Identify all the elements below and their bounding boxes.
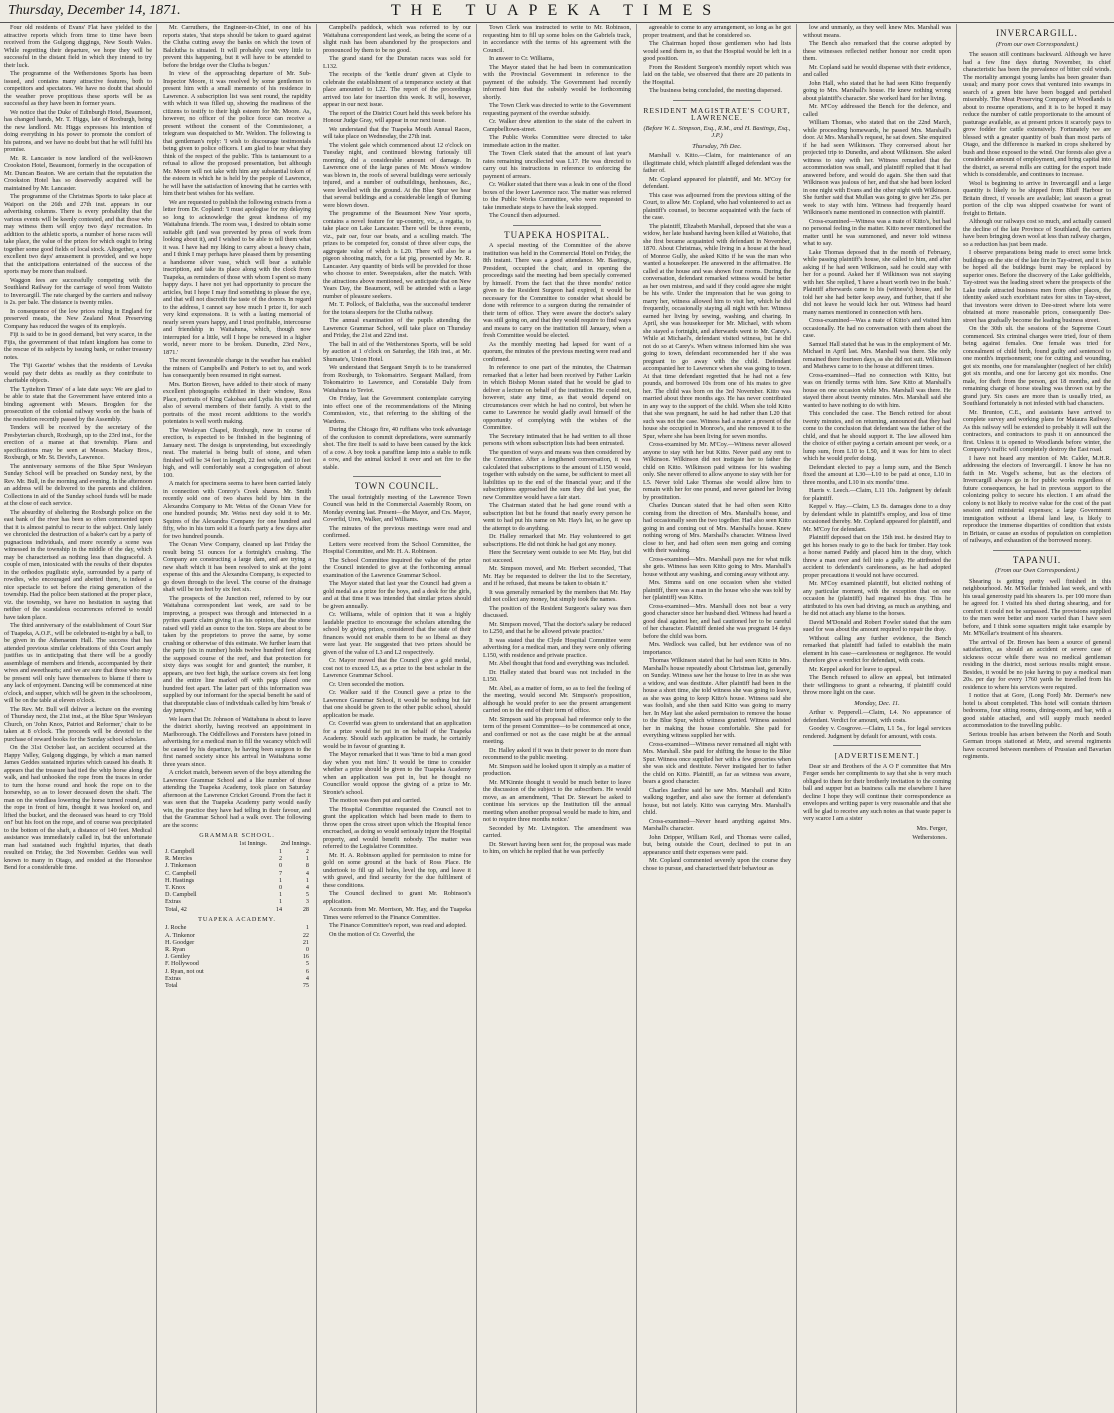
paragraph: The Wesleyan Chapel, Roxburgh, now in course of erection, is expected to be finished in the beginning of January next. The design is unpretending, but exceedingly neat. The material is being built of stone, and when finished will be 34 feet in length, 22 feet wide, and 10 feet high, and will comfortably seat a congregation of about 100. [163,426,311,479]
paragraph: Mr. Simpson said he looked upon it simply as a matter of production. [483,762,631,777]
paragraph: In view of the approaching departure of Mr. Sub-Inspector Moore, it was resolved by some gentlemen to present him with a small memento of his residence in Lawrence. A subscription list was sent round, the rapidity with which it was filled up, showing the readiness of the citizens to testify to their high esteem for Mr. Moore. As, however, no officer of the police force can receive a present without the consent of the Commissioner, a telegram was despatched to Mr. Weldon. The following is that gentleman's reply: 'I wish to discourage testimonials being given to police officers. I am glad to hear what they think of the respect of the public. This is tantamount to a refusal to allow the proposed presentation, but although Mr. Moore will not take with him any substantial token of the esteem in which he is held by the people of Lawrence, he will have the satisfaction of knowing that he carries with him their best wishes for his welfare. [163,70,311,197]
paragraph: Mr. Abel thought that food and everything was included. [489,660,630,667]
tapanui-paragraphs [963,578,1111,761]
paragraph: On Friday, last the Government contemplate carrying into effect one of the recommendations of the Mining Commission, viz., that referring to the shifting of the Wardens. [323,395,471,425]
paragraph: The third anniversary of the establishment of Court Star of Tuapeka, A.O.F., will be celebrated to-night by a ball, to be given in the Athenaeum Hall. The success that has attended previous similar celebrations of this Court amply justifies us in anticipating that there will be a goodly assemblage of members and friends, accompanied by their wives and sweethearts; and we are sure that those who may be present will only have themselves to blame if there is any lack of enjoyment. Dancing will be commenced at nine o'clock, and supper, which will be given in the schoolroom, will be on the table at eleven o'clock. [4,622,152,704]
paragraph: Samuel Hall stated that he was in the employment of Mr. Michael in April last. Mrs. Marshall was there. She only remained there fourteen days, as she did not suit. Wilkinson and Mathews came to to the house at different times. [803,340,951,370]
paragraph: Arthur v. Pepperell.—Claim, L4. No appearance of defendant. Verdict for amount, with costs. [803,709,951,724]
ta-total-row [163,982,311,989]
paragraph: Mr. Copland appeared for plaintiff, and Mr. M'Coy for defendant. [643,175,791,190]
score-row [163,939,311,946]
player-score: 5 [305,960,309,968]
paragraph: Wool is beginning to arrive in Invercargill and a large quantity is likely to be shipped from Bluff Harbour to Britain direct, if vessels are available; last season a great portion of the clip was shipped coastwise for want of freight to Britain. [963,179,1111,217]
paragraph: The annual examination of the pupils attending the Lawrence Grammar School, will take place on Thursday and Friday, the 21st and 22nd inst. [323,317,471,339]
col2-paragraphs [163,24,311,829]
paragraph: Mrs. Burton Brown, have added to their stock of many excellent photographs exhibited in their window, Ross Place, portraits of King Cakobau and Lydia his queen, and also of several members of their family. A visit to the portraits of the most recent additions to the world's potentates is well worth making. [163,380,311,425]
paragraph: On the 30th ult. the sessions of the Supreme Court commenced. Six criminal charges were tried, four of them being against females. One female was tried for concealment of child birth, found guilty and sentenced to one month's imprisonment; one for cutting and wounding, got six months, one for manslaughter (neglect of her child) got six months, and one for larceny got six months. One male, for theft from the person, got 18 months, and the remaining charge of horse stealing was thrown out by the grand jury. Six cases are more than is usually tried, as Southland fortunately is not infested with bad characters. [963,325,1111,407]
column-rule [316,24,317,1413]
paragraph: low and unmanly, as they well knew Mrs. Marshall was without means. [803,24,951,39]
paragraph: Mr. H. A. Robinson applied for permission to mine for gold on some ground at the back of Ross Place. He undertook to fill up all holes, level the top, and leave it with gravel, and find security for the due fulfilment of these conditions. [323,851,471,889]
paragraph: Mr. Copland commented severely upon the course they chose to pursue, and characterised their behaviour as [643,857,791,872]
newspaper-title: THE TUAPEKA TIMES [390,2,722,19]
court-paragraphs [643,152,791,872]
paragraph: Mr. Simpson moved, and Mr. Herbert seconded, 'That Mr. Hay be requested to deliver the list to the Secretary, and if he refused, that means be taken to obtain it.' [483,565,631,587]
section-divider [993,550,1081,551]
paragraph: Cross-examined—Witness was a mate of Kitto's, but had no personal feeling in the matter. Kitto never mentioned the matter until he was summoned, and never told witness what to say. [803,217,951,247]
section-divider [513,225,601,226]
score-row [163,975,311,982]
score-row [163,968,311,975]
gs-total-row [163,906,311,913]
score-row [163,932,311,939]
player-score: 6 [305,967,309,975]
paragraph: Mr. M'Coy examined plaintiff, but elicited nothing of any particular moment, with the exception that on one occasion he (plaintiff) had regained his dray. This he attributed to his own bad driving, as much as anything, and he did not attach any blame to the horses. [803,580,951,617]
paragraph: I notice that at Gore, (Long Ford) Mr. Dermer's new hotel is about completed. This hotel will contain thirteen bedrooms, four sitting rooms, dining-room, and bar, with a good stable attached, and will supply much needed accommodation to the travelling public. [963,692,1111,729]
player-score: 4 [305,974,309,982]
score-row [163,848,311,855]
paragraph: Mr. R. Lancaster is now landlord of the well-known Crookston Hotel, Beaumont, formerly in the occupation of Mr. Duncan Beaton. We are certain that the reputation the Crookston Hotel has so deservedly acquired will be maintained by Mr. Lancaster. [4,154,152,192]
paragraph: The Council declined to grant Mr. Robinson's application. [323,890,471,905]
paragraph: From the Resident Surgeon's monthly report which was laid on the table, we observed that there are 20 patients in the Hospital. [643,63,791,86]
innings-score: 4 [305,884,309,892]
player-name: J. Ryan, not out [165,967,204,975]
paragraph: This case was adjourned from the previous sitting of the Court, to allow Mr. Copland, who had volunteered to act as plaintiff's counsel, to become acquainted with the facts of the case. [643,191,791,221]
invercargill-heading: INVERCARGILL. [996,28,1078,38]
column-rule [796,24,797,1413]
paragraph: The plaintiff, Elizabeth Marshall, deposed that she was a widow, her late husband having been killed at Waitoho, that she first became acquainted with defendant in November, 1870. About Christmas, while living in a house at the head of Monroe Gully, she asked Kitto if he was the man who wanted a housekeeper. He answered in the affirmative. He called at the house and was shown four rooms. During the conversation, defendant remarked witness would be better as her own mistress, and said if they could agree she might be his wife. Under the impression that he was going to marry her, witness allowed him to visit her, which he did frequently, occasionally staying all night with her. Witness earned her living by sewing, washing, and charing. In April, she was housekeeper for Mr. Michael, with whom she stayed a fortnight, and afterwards went to Mr. Carey's. While at Michael's, defendant visited witness, but he did not do so at Carey's. When witness informed him she was going to town, defendant recommended her if she was pregnant to go away with the child. Defendant accompanied her to Lawrence when she was going to town. At that time defendant regretted that he had not a few pounds, and borrowed 10s from one of his mates to give her. The child was born on the 3rd November. Kitto was married about three months ago. He has never contributed in any way to the support of the child. When she told Kitto that she was pregnant, he said he had rather than L20 that such was not the case. Witness had a mater a present of the house she occupied in Monroe's, and she removed it to the Spur, where she has been living for seven months. [643,222,791,440]
paragraph: The Mayor remarked that it was 'time to bid a man good day when you met him.' It would be time to consider whether a prize should be given to the Tuapeka Academy when an application was put in, but he thought no Councillor would oppose the giving of a prize to Mr. Stronie's school. [323,751,471,796]
innings-score: 8 [305,862,309,870]
paragraph: In consequence of the low prices ruling in England for preserved meats, the New Zealand Meat Preserving Company has reduced the wages of its employés. [4,307,152,330]
player-name: R. Ryan [165,945,186,953]
paragraph: A cricket match, between seven of the boys attending the Lawrence Grammar School and a like number of those attending the Tuapeka Academy, took place on Saturday afternoon at the Lawrence Cricket Ground. From the fact it was seen that the Tuapeka Academy party would easily win, the practice they have had telling in their favour, and that the Grammar School had a walk over. The following are the scores: [163,769,311,829]
invercargill-byline: (From our own Correspondent.) [995,40,1079,48]
innings-score: 1 [278,848,283,855]
paragraph: Serious trouble has arisen between the North and South German troops stationed at Metz, and several regiments have occurred between members of Prussian and Bavarian regiments. [963,730,1111,760]
paragraph: As the monthly meeting had lapsed for want of a quorum, the minutes of the previous meeting were read and confirmed. [483,340,631,363]
paragraph: Defendant elected to pay a lump sum, and the Bench fixed the amount at L30—L10 to be paid at once, L10 in three months, and L10 in six months' time. [803,463,951,486]
tapanui-byline: (From our Own Correspondent.) [995,567,1079,574]
paragraph: Dr. Stewart having been sent for, the proposal was made to him, on which he replied that he was perfectly [483,840,631,855]
paragraph: The grand stand for the Dunstan races was sold for L132. [323,55,471,70]
paragraph: The Bench refused to allow an appeal, but intimated their willingness to grant a rehearing, if plaintiff could throw more light on the case. [803,674,951,696]
paragraph: agreeable to come to any arrangement, so long as he got proper treatment, and that he considered so. [643,24,791,39]
paragraph: Town Clerk was instructed to write to Mr. Robinson, requesting him to fill up some holes on the Gabriels track, in accordance with the terms of his agreement with the Council. [483,24,631,54]
paragraph: The Mayor stated that he had been in communication with the Provincial Government in reference to the payment of the subsidy. The Government had recently informed him that the subsidy would be forthcoming shortly. [483,63,631,101]
paragraph: The Chairman stated that he had gone round with a subscription list but he found that nearly every person he went to had put his name on Mr. Hay's list, so he gave up the attempt to do anything. [483,502,631,532]
paragraph: On the 31st October last, an accident occurred at the Happy Valley, Gulgong diggings, by which a man named James Geddes sustained injuries which caused his death. It appears that the treasure had tied the whip horse along the walk, and had unhooked the rope from the traces in order to turn the horse round and hook the rope on to the horsewhip, so as to lower deceased down the shaft. The man on the windlass lowering the horse turned round, and the rope in front of him, thought it was hooked on, and lifted the bucket, and the deceased was heard to cry 'Hold on!' but his foot on the rope, and of course was precipitated to the bottom of the shaft, a distance of 140 feet. Medical assistance was immediately called in, but the unfortunate man had sustained such frightful injuries, that death resulted on Friday, the 3rd November. Geddes was well known to many in Otago, and resided at the Horseshoe Bend for a considerable time. [4,744,152,871]
paragraph: Dr. Halley stated that board was not included in the L150. [483,668,631,683]
innings-score: 2 [305,848,309,855]
score-row [163,898,311,905]
advert-signature: Mrs. Ferger, [916,824,947,832]
invercargill-paragraphs [963,51,1111,545]
paragraph: Mr. M'Kinnie thought it would be much better to leave the discussion of the subject to the subscribers. He would move, as an amendment, 'That Dr. Stewart be asked to continue his services up the Institution till the annual meeting when another proposal would be made to him, and not to require three months notice.' [483,778,631,823]
score-row [163,877,311,884]
innings-score: 1 [305,876,309,884]
player-name: R. Mercies [165,855,193,863]
score-row [163,855,311,862]
innings-score: 0 [278,862,283,870]
hospital-heading: TUAPEKA HOSPITAL. [504,229,610,240]
gs-total-label: Total, 42 [165,905,187,913]
score-row [163,870,311,877]
paragraph: It was generally remarked by the members that Mr. Hay did not collect any money, but simply took the names. [483,588,631,603]
academy-title: TUAPEKA ACADEMY. [198,915,276,923]
player-name: D. Campbell [165,891,197,899]
paragraph: The season still continues backward. Although we have had a few fine days during November, its chief characteristic has been the prevalence of bitter cold winds. The mortality amongst young lambs has been greater than usual; and many poor cows that ventured into swamps in search of a green bite have been bogged and perished miserably. The Meat Preserving Company at Woodlands is about to resume operations, and it is to be hoped it may reduce the number of cattle proportionate to the amount of pasturage available, as at present prices it scarcely pays to grow fodder for cattle extensively. Fortunately we are blessed with a greater quantity of bush than most parts of Otago, and the difference is marked in crops sheltered by bush and those exposed to the wind. Our forests also give a considerable amount of employment, and bring capital into the district, as several mills are cutting for the export trade which is considerable, and continues to increase. [963,51,1111,178]
paragraph: On the motion of Cr. Coverfid, the [329,930,415,938]
player-name: J. Gentley [165,953,191,961]
paragraph: Cr. Coverfid was given to understand that an application for a prize would be put in on behalf of the Tuapeka Academy. Should such application be made, he certainly would be in favour of granting it. [323,720,471,750]
paragraph: Cr. Williams, while of opinion that it was a highly laudable practice to encourage the scholars attending the school by giving prizes, considered that the state of their finances would not enable them to be so liberal as they were last year. He suggested that two prizes should be given of the value of L3 and L2 respectively. [323,611,471,656]
paragraph: The 'Lyttelton Times' of a late date says: We are glad to be able to state that the Government have entered into a binding agreement with Messrs. Brogden for the prosecution of the colonial railway works on the basis of the resolution recently passed by the Assembly. [4,385,152,423]
player-name: A. Tinkenor [165,931,195,939]
court-date: Thursday, 7th Dec. [692,142,742,150]
score-row [163,891,311,898]
paragraph: The ball in aid of the Wetherstones Sports, will be sold by auction at 1 o'clock on Saturday, the 16th inst., at Mr. Shumate's, Union Hotel. [323,340,471,363]
player-name: H. Hastings [165,876,195,884]
paragraph: Cross-examined—Mrs. Marshall pays me for what milk she gets. Witness has seen Kitto going to Mrs. Marshall's house without any washing, and coming away without any. [643,555,791,578]
column-rule [636,24,637,1413]
col5-paragraphs [643,24,791,95]
paragraph: Cr. Walker said if the Council gave a prize to the Lawrence Grammar School, it would be nothing but fair that one should be given to the other public school, should application be made. [323,689,471,719]
paragraph: Goodey v. Cosgrove.—Claim, L1 5s., for legal services rendered. Judgment by default for amount, with costs. [803,725,951,740]
column-7 [963,24,1111,1413]
score-row [163,953,311,960]
paragraph: Fiji is said to be in good demand, but very scarce, in the Fijis, the government of that infant kingdom has come to the rescue of its subjects by issuing bank, or rather treasury notes. [4,331,152,361]
innings-1-head: 1st Innings. [238,840,267,847]
player-name: J. Campbell [165,848,195,855]
paragraph: We understand that the Tuapeka Mouth Annual Races, will take place on Wednesday, the 27th inst. [323,125,471,140]
paragraph: The position of the Resident Surgeon's salary was then discussed. [483,604,631,619]
section-divider [833,745,921,746]
paragraph: Dr. Halley remarked that Mr. Hay volunteered to get subscriptions. He did not think he had got any money. [483,533,631,548]
paragraph: Four old residents of Evans' Flat have yielded to the attractive reports which from time to time have been received from the Gulgong diggings, New South Wales. While regretting their departure, we hope they will be successful in the distant field in which they intend to try their luck. [4,24,152,69]
hospital-paragraphs [483,242,631,856]
advertisement-heading: [ADVERTISEMENT.] [834,751,920,760]
player-name: Extras [165,898,181,906]
column-rule [476,24,477,1413]
player-score: 21 [302,938,309,946]
paragraph: The usual fortnightly meeting of the Lawrence Town Council was held in the Commercial Assembly Room, on Monday evening last. Present—the Mayor, and Crs. Mayor, Coverfid, Uren, Walker, and Williams. [323,493,471,523]
paragraph: Cross-examined by Mr. M'Coy.—Witness never allowed anyone to stay with her but Kitto. Never paid any rent to Wilkinson. Wilkinson did not instigate her to father the child on Kitto. Wilkinson paid witness for his washing only. She never offered to allow anyone to stay with her for L5. Never told Lake Thomas she would allow him to remain with her for one pound, and never gained her living by prostitution. [643,441,791,501]
paragraph: Without calling any further evidence, the Bench remarked that plaintiff had failed to establish the main element in his case—carelessness or negligence. He would therefore give a verdict for defendant, with costs. [803,634,951,664]
paragraph: Cross-examined—Had no connection with Kitto, but was on friendly terms with him. Saw Kitto at Marshall's house on one occasion while Mrs. Marshall was there. He stayed there about twenty minutes. Mrs. Marshall said she wanted to have nothing to do with him. [803,371,951,409]
court-heading: RESIDENT MAGISTRATE'S COURT, LAWRENCE. [643,105,791,122]
player-score: 22 [302,931,309,939]
section-divider [353,476,441,477]
paragraph: Tenders will be received by the secretary of the Presbyterian church, Roxburgh, up to the 23rd inst., for the erection of a manse at that township. Plans and specifications may be seen at Messrs. Mackay Bros., Roxburgh, or Mr. St. Devid's, Lawrence. [4,424,152,461]
court-date-2: Monday, Dec. 11. [854,699,900,707]
ta-total-label: Total [165,981,178,989]
paragraph: The Town Clerk was directed to write to the Government requesting payment of the overdue subsidy. [483,102,631,117]
paragraph: I have not heard any mention of Mr. Calder, M.H.R. addressing the electors of Invercargill. I know he has no faith in Mr. Vogel's scheme, but as the electors of Invercargill always go in for public works regardless of future consequences, he had in previous support to the colonizing policy to secure his election. I am afraid the colony is not likely to receive value for the cost of the past session and ministerial expenses; a large Government immigration without a liberal land law, is likely to reproduce the immense disparities of condition that exists in Britain, or cause an exodus of population on completion of railways, and exhaustion of the borrowed money. [963,454,1111,544]
score-row [163,862,311,869]
issue-date: Thursday, December 14, 1871. [8,3,181,18]
paragraph: Harris v. Leech.—Claim, L11 10s. Judgment by default for plaintiff. [803,487,951,502]
paragraph: Mr. Brunton, C.E., and assistants have arrived to complete survey and working plans for Mataura Railway. As this railway will be extended to probably it will suit the contractors, and contractors to push it on announced the first. Unless it is opened to Woodlands before winter, the Company's traffic will completely destroy the East road. [963,408,1111,453]
paragraph: Cross-examined—Mrs. Marshall does not bear a very good character since her husband died. Witness had heard a good deal against her, and had cautioned her to be careful of her character. Plaintiff denied she was pregnant 14 days before the child was born. [643,602,791,640]
paragraph: Mr. Carruthers, the Engineer-in-Chief, in one of his reports states, 'that steps should be taken to guard against the Clutha cutting away the banks on which the town of Balclutha is situated. It will probably cost very little to prevent this happening, but it will have to be attended to before the bridge over the Clutha is begun.' [163,24,311,69]
paragraph: The violent gale which commenced about 12 o'clock on Tuesday night, and continued blowing furiously till morning, did a considerable amount of damage. In Lawrence one of the large panes of Mr. Moss's window was blown in, the roofs of several buildings were seriously injured, and a number of outbuildings, henhouses, &c., were levelled with the ground. At the Blue Spur we hear that several buildings and a considerable length of fluming were blown down. [323,141,471,209]
paragraph: The Mayor stated that last year the Council had given a gold medal as a prize for the boys, and a desk for the girls, and at that time it was intended that similar prizes should be given annually. [323,580,471,610]
paragraph: William Thomas, who stated that on the 22nd March, while proceeding homewards, he passed Mrs. Marshall's door. At Mrs. Marshall's request, he sat down. She enquired if he had seen Wilkinson. They conversed about her projected trip to Dunedin, and about Wilkinson. She asked witness to stay with her. Witness remarked that the accommodation was small, and plaintiff replied that it had answered before, and would do again. She then said that Wilkinson was jealous of her, and that she had been locked in one night with Evans and the other night with Wilkinson. She further said that Mullan was going to give her 25s. per week to stay with him. Witness had frequently heard Wilkinson's name mentioned in connection with plaintiff. [803,119,951,216]
col6-paragraphs [803,24,951,697]
advert-location: Wetherstones. [912,834,947,841]
paragraph: Cr. Walker drew attention to the state of the culvert in Campbelltown-street. [483,118,631,133]
col1-paragraphs [4,24,152,872]
column-4 [483,24,631,1413]
paragraph: Accounts from Mr. Morrison, Mr. Hay, and the Tuapeka Times were referred to the Finance Committee. [323,906,471,921]
paragraph: The receipts of the 'kettle drum' given at Clyde to celebrate the establishment of a temperance society at that place amounted to L22. The report of the proceedings arrived too late for insertion this week. It will, however, appear in our next issue. [323,71,471,108]
paragraph: Dr. Halley asked if it was in their power to do more than recommend to the public meeting. [483,746,631,761]
paragraph: Thomas Wilkinson stated that he had seen Kitto in Mrs. Marshall's house repeatedly about Christmas last, generally on Sunday. Witness saw her the house to live in as she was a widow, and was destitute. After plaintiff had been in the house a short time, she told witness she was going to leave, as she was going to keep Kitto's house. Witness said she was foolish, and she then said Kitto was going to marry her. In May last she asked permission to remove the house to the Blue Spur, which witness granted. Witness assisted her in making the house comfortable. She paid for everything witness supplied her with. [643,657,791,739]
paragraph: John Hall, who stated that he had seen Kitto frequently going to Mrs. Marshall's house. He knew nothing wrong about plaintiff's character. She worked hard for her living. [803,79,951,102]
academy-scores [163,924,311,989]
paragraph: The business being concluded, the meeting dispersed. [649,87,782,94]
paragraph: A match for specimens seems to have been carried lately in connection with Conroy's Creek shares. Mr. Smith recently sold one of two shares held by him in the Alexandra Company to Mr. Weiss of the Ocean View for one hundred pounds; Mr. Weiss next day sold it to Mr. Squires of the Alexandra Company for one hundred and fifty, who in his turn sold it a fourth party a few days after for two hundred pounds. [163,480,311,540]
paragraph: Mrs. Simms said on one occasion when she visited plaintiff, there was a man in the house who she was told by her (plaintiff) was Kitto. [643,579,791,601]
innings-score: 2 [278,855,283,863]
innings-2-head: 2nd Innings. [281,840,311,847]
paragraph: The programme of the Christmas Sports to take place at Waipori on the 26th and 27th inst. appears in our advertising columns. There is every probability that the various events will be keenly contested, and that those who may witness them will enjoy two days' recreation. In addition to the athletic sports, a number of horse races will take place, the value of the prizes for which ought to bring together some good fields of local stock. Altogether, a very excellent two days' amusement is provided, and we hope that the anticipations entertained of the success of the sports may be more than realised. [4,193,152,275]
column-5 [643,24,791,1413]
paragraph: Lake Thomas deposed that in the month of February, while passing plaintiff's house, she called to him, and after asking if he had seen Wilkinson, said he could stay with her for a pound. Asked her if Wilkinson was not staying with her. She replied, 'I have a heart worth two in the bush.' Plaintiff afterwards came to his (witness's) house, and he told her she had better keep away, and further, that if she did not leave he would kick her out. Witness had heard many names mentioned in connection with hers. [803,248,951,316]
paragraph: We understand that Sergeant Smyth is to be transferred from Roxburgh, to Tokomairiro. Sergeant Mallard, from Tokomairiro to Lawrence, and Constable Daly from Waitahuna to Teviot. [323,364,471,394]
paragraph: The Public Works Committee were directed to take immediate action in the matter. [483,134,631,149]
paragraph: Cr. Uren seconded the motion. [329,680,405,688]
score-row [163,960,311,967]
paragraph: I observe preparations being made to erect some brick buildings on the site of the late fire in Tay-street, and it is to be hoped all the buildings burnt may be replaced by superior ones. Before the discovery of the Lake goldfields, Tay-street was the leading street where the prospects of the Lake trade attracted business men from other places, the identity asked such exorbitant rates for sites in Tay-street, that investors were driven to Dee-street where lots were obtained at more reasonable prices, consequently Dee-street has gradually become the leading business street. [963,249,1111,324]
score-row [163,924,311,931]
paragraph: Cr. Mayor moved that the Council give a gold medal, cost not to exceed L5, as a prize to the best scholar in the Lawrence Grammar School. [323,657,471,679]
paragraph: Charles Duncan stated that he had often seen Kitto coming from the direction of Mrs. Marshall's house, and had occasionally seen the two together. Had also seen Kitto going in and coming out of Mrs. Marshall's house. Knew nothing wrong of Mrs. Marshall's character. Witness lived close to her, and had often seen men going and coming with their washing. [643,502,791,554]
paragraph: The programme of the Wetherstones Sports has been issued, and contains many attractive features, both to competitors and spectators. We have no doubt that should the weather prove propitious these sports will be as successful as they have been in former years. [4,70,152,107]
innings-score: 0 [278,884,283,892]
paragraph: Cr. Walker stated that there was a leak in one of the flood boxes of the lower Lawrence race. The matter was referred to the Public Works Committee, who were requested to take immediate steps to have the leak stopped. [483,181,631,211]
player-score: 16 [302,953,309,961]
paragraph: The Chairman hoped those gentlemen who had lists would send them in, so that the Hospital would be left in a good position. [643,40,791,62]
player-name: H. Goodger [165,938,195,946]
paragraph: The recent favourable change in the weather has enabled the miners of Campbell's and Potter's to set to, and work has consequently been resumed in right earnest. [163,357,311,379]
innings-score: 1 [278,876,283,884]
paragraph: Dear sir and Brothers of the A O F committee that Mrs Ferger sends her compliments to say that she is very much obliged to them for their brotherly invitation to the coming ball and supper but as business calls me elsewhere I have decline I hope they will continue their correspondence as envelopes and writing paper is very reasonable and that she will be glad to receive any such notes as that waste paper is very scarce I am a sister [803,762,951,822]
paragraph: Letters were received from the School Committee, the Hospital Committee, and Mr. H. A. Robinson. [323,540,471,555]
score-row [163,884,311,891]
town-council-heading: TOWN COUNCIL. [354,481,440,491]
paragraph: Mr. Abel, as a matter of form, so as to feel the feeling of the meeting, would second Mr. Simpson's proposition, although he would prefer to see the present arrangement carried on to the end of their term of office. [483,684,631,714]
paragraph: Campbell's paddock, which was referred to by our Waitahuna correspondent last week, as being the scene of a slight rush has been abandoned by the prospectors and pronounced by them to be no good. [323,24,471,54]
scores-title: GRAMMAR SCHOOL. [199,832,275,839]
paragraph: The School Committee inquired the value of the prize the Council intended to give at the forthcoming annual examination of the Lawrence Grammar School. [323,556,471,579]
paragraph: Mrs. Wedlock was called, but her evidence was of no importance. [643,641,791,656]
paragraph: David M'Donald and Robert Fowler stated that the sum sued for was about the amount required to repair the dray. [803,618,951,633]
col4-paragraphs [483,24,631,220]
paragraph: The Ocean View Company, cleaned up last Friday the result being 51 ounces for a fortnight's crushing. The Company are constructing a large dam, and are trying a new shaft which it has been resolved to sink at the joint expense of this and the Alexandra Company, is expected to go down through to the level. The course of the drainage shaft will be ten feet by six feet six. [163,541,311,593]
innings-score: 5 [305,891,309,899]
paragraph: Shearing is getting pretty well finished in this neighbourhood. Mr. M'Kellar finished last week, and with his usual generosity paid his shearers 1s. per 100 more than he agreed for. I visited his shed during shearing, and for comfort it could not be surpassed. The provisions supplied to the men were better and more varied than I have seen before, and I think some squatters might take example by Mr. M'Kellar's treatment of his shearers. [963,577,1111,637]
score-row [163,946,311,953]
paragraph: The Bench also remarked that the course adopted by these witnesses reflected neither honour nor credit upon them. [803,40,951,62]
paragraph: Mr. Simpson moved, 'That the doctor's salary be reduced to L250, and that he be allowed private practice.' [483,620,631,635]
paragraph: This concluded the case. The Bench retired for about twenty minutes, and on returning, announced that they had come to the conclusion that defendant was the father of the child, and that he should support it. The law allowed him the choice of either paying a certain amount per week, or a lump sum, from L10 to L50, and it was for him to elect which he would prefer doing. [803,410,951,462]
column-6 [803,24,951,1413]
paragraph: It was stated that the Clyde Hospital Committee were advertising for a medical man, and they were only offering L150, with residence and private practice. [483,636,631,659]
paragraph: We are requested to publish the following extracts from a letter from Dr. Copland: 'I must apologise for my delaying so long to acknowledge the great kindness of my Waitahuna friends. The room was, I desired to obtain some suitable gift (and was prevented by press of work from looking about it), and I wished to be able to tell them what it was. I have had my liking to carry about a heavy chain, and I think I may perhaps have pleased them by presenting a handsome silver vase, which will bear a suitable inscription, and take its place along with the clock from Tuapeka, as reminders of those with whom I spent so many happy days. I have not yet had opportunity to procure the articles, but I hope I may find something to please the eye, and that will not discredit the taste of the donors. In regard to the address, I cannot say how much I prize it, for such very kind expressions. It is with a lasting memorial of nearly seven years happy, and I trust profitable, intercourse and friendship in Waitahuna, which, though now interrupted for a little, will I hope be renewed in a higher world, never more to be broken. Dunedin, 23rd Nov., 1871.' [163,198,311,356]
paragraph: The minutes of the previous meetings were read and confirmed. [323,524,471,539]
paragraph: The anniversary sermons of the Blue Spur Wesleyan Sunday School will be preached on Sunday next, by the Rev. Mr. Bull, in the morning and evening. In the afternoon an address will be delivered to the parents and children. Collections in aid of the Sunday school funds will be made at the close of each service. [4,462,152,507]
col3-paragraphs [323,24,471,471]
paragraph: Here the Secretary went outside to see Mr. Hay, but did not succeed. [483,549,631,564]
paragraph: Marshall v. Kitto.—Claim, for maintenance of an illegitimate child, which plaintiff alleged defendant was the father of. [643,152,791,174]
paragraph: We notice that the Duke of Edinburgh Hotel, Beaumont, has changed hands, Mr. T. Higgs, late of Roxburgh, being the new landlord. Mr. Higgs expresses his intention of doing everything in his power to promote the comfort of his patrons, and we have no doubt but that he will fulfil his promise. [4,108,152,153]
columns [0,24,1114,1413]
gs-total-i2: 28 [302,905,309,913]
player-name: J. Roche [165,924,187,932]
paragraph: Mr. T. Pollock, of Balclutha, was the successful tenderer for the totara sleepers for the Clutha railway. [323,301,471,316]
innings-score: 1 [278,898,283,906]
innings-score: 1 [305,855,309,863]
player-name: F. Hollywood [165,960,199,968]
player-name: Extras [165,974,181,982]
paragraph: The Council then adjourned. [489,212,560,219]
section-divider [673,100,761,101]
paragraph: In answer to Cr. Williams, [489,55,554,62]
player-name: C. Campbell [165,869,197,877]
player-score: 0 [305,945,309,953]
column-3 [323,24,471,1413]
paragraph: The 'Fiji Gazette' wishes that the residents of Levuka would pay their debts as readily as they contribute to charitable objects. [4,362,152,384]
paragraph: The motion was then put and carried. [329,797,422,804]
player-name: J. Tinkenson [165,862,197,870]
paragraph: The question of ways and means was then considered by the Committee. After a lengthened conversation, it was calculated that subscriptions to the amount of L150 would, together with subsidy on the same, be sufficient to meet all liabilities up to the end of the financial year; and if the subscriptions approached the sum they did last year, the new Committee would have a fair start. [483,448,631,501]
column-rule [956,24,957,1413]
paragraph: Cross-examined—Was a mate of Kitto's and visited him occasionally. He had no conversation with them about the case. [803,317,951,339]
paragraph: The arrival of Dr. Brown has been a source of general satisfaction, as should an accident or severe case of sickness occur while there was no medical gentleman residing in the district, most serious results might ensue. Besides, it would be no joke having to pay a medical man 20s. per day for every 1760 yards he travelled from his residence to where his services were required. [963,638,1111,691]
player-score: 1 [305,924,309,932]
column-1 [4,24,152,1413]
paragraph: The absurdity of sheltering the Roxburgh police on the east bank of the river has been so often commented upon that it is almost painful to recur to the subject. Only lately we chronicled the destruction of a baker's cart by a party of pugnacious individuals, and more recently a scene was witnessed in the township in the middle of the day, which may be characterised as nothing less than disgraceful. A couple of men, intoxicated with the results of their disputes in the orthodox pugilistic style, surrounded by a party of rowdies, who encouraged and abetted them, is indeed a nice spectacle to set before the rising generation of the township. Had the police been stationed at the proper place, viz. the township, we have no hesitation in saying that neither of the scandalous occurrences referred to would have taken place. [4,508,152,621]
paragraph: During the Chicago fire, 40 ruffians who took advantage of the confusion to commit depredations, were summarily shot. The fire itself is said to have been caused by the kick of a cow. A boy took a paraffine lamp into a stable to milk a cow, and the animal kicked it over and set fire to the stable. [323,426,471,471]
paragraph: Waggon fees are successfully competing with the Southland Railway for the carriage of wool from Waitoto to Invercargill. The rate charged by the carriers and railway is 2s. per bale. The distance is twenty miles. [4,276,152,306]
paragraph: Cross-examined—Witness never remained all night with Mrs. Marshall. She paid for shifting the house to the Blue Spur. Witness once supplied her with a few groceries when she was sick and destitute. Never instigated her to father the child on Kitto. Plaintiff, as far as witness was aware, bears a good character. [643,740,791,785]
paragraph: The Secretary intimated that he had written to all those persons with whom subscription lists had been entrusted. [483,432,631,447]
paragraph: The Hospital Committee requested the Council not to grant the application which had been made to them to throw open the cross street upon which the Hospital fence encroached, as doing so would seriously injure the Hospital property, and would benefit nobody. The matter was referred to the Legislative Committee. [323,805,471,850]
paragraph: Keppel v. Hay.—Claim, L3 8s. damages done to a dray by defendant while in plaintiff's employ, and loss of time occasioned thereby. Mr. Copland appeared for plaintiff, and Mr. M'Coy for defendant. [803,503,951,533]
column-rule [156,24,157,1413]
paragraph: Mr. M'Coy addressed the Bench for the defence, and called [803,103,951,118]
paragraph: We learn that Dr. Johnson of Waitahuna is about to leave the district shortly, having received an appointment in Marlborough. The Oddfellows and Foresters have joined in advertising for a medical man to fill the vacancy which will be caused by his departure, he having been surgeon to the first named society since his arrival in Waitahuna some three years since. [163,715,311,768]
innings-score: 1 [278,891,283,899]
paragraph: Although our railways cost so much, and actually caused the decline of the late Province of Southland, the carriers have been bringing down wool at less than railway charges, so a reduction has just been made. [963,218,1111,248]
council-paragraphs [323,494,471,939]
paragraph: The Finance Committee's report, was read and adopted. [329,922,467,929]
paragraph: The Town Clerk stated that the amount of last year's rates remaining uncollected was L17. He was directed to carry out his instructions in reference to enforcing the payment of arrears. [483,150,631,180]
grammar-school-scores [163,848,311,913]
innings-score: 3 [305,898,309,906]
paragraph: Mr. Copland said he would dispense with their evidence, and called [803,63,951,78]
court-paragraphs-2 [803,709,951,740]
innings-score: 4 [305,869,309,877]
column-2 [163,24,311,1413]
paragraph: Cross-examined—Never heard anything against Mrs. Marshall's character. [643,817,791,832]
paragraph: Mr. Simpson said his proposal had reference only to the term of the present Committee—to be commenced at once, and confirmed or not as the case might be at the annual meeting. [483,715,631,745]
paragraph: Plaintiff deposed that on the 15th inst. he desired Hay to get his horses ready to go to the back for timber. Hay took a horse named Paddy and placed him in the dray, which threw a man over and fell into a gully. He attributed the accident to defendant's carelessness, as he had adopted proper precautions it would not have occurred. [803,534,951,579]
ta-total-value: 75 [302,981,309,989]
innings-score: 7 [278,869,283,877]
paragraph: In reference to one part of the minutes, the Chairman remarked that a letter had been received by Father Larkin in which Bishop Moran stated that he would be glad to deliver a lecture on behalf of the institution. He could not, however, state any time, as that would depend on circumstances over which he had no control, but when he came to Lawrence he would gladly avail himself of the opportunity of complying with the wishes of the Committee. [483,364,631,431]
paragraph: Seconded by Mr. Livingston. The amendment was carried. [483,824,631,839]
paragraph: Charles Jardine said he saw Mrs. Marshall and Kitto walking together, and also saw the former at defendant's house, but not lately. Kitto was carrying Mrs. Marshall's child. [643,786,791,816]
masthead [0,0,1114,23]
court-bench: (Before W. L. Simpson, Esq., R.M., and H. Bastings, Esq., J.P.) [643,124,791,139]
tapanui-heading: TAPANUI. [1012,554,1062,565]
paragraph: A special meeting of the Committee of the above institution was held in the Commercial Hotel on Friday, the 8th instant. There was a good attendance. Mr. Bastings, President, occupied the chair, and in opening the proceedings said the meeting had been specially convened by himself. From the fact that the three months' notice given to the Resident Surgeon had expired, it would be necessary for the Committee to consider what should be done with reference to a surgeon during the remainder of their term of office. They were aware the doctor's salary was still going on, and that they would require to find ways and means to carry on the institution till January, when a fresh Committee would be elected. [483,242,631,339]
innings-heads [163,841,311,849]
player-name: T. Knox [165,884,186,892]
paragraph: The prospects of the Junction reef, referred to by our Waitahuna correspondent last week, are said to be improving, a prospect was through and intersected in a pyrites quartz claim giving it as his opinion, that the stone raised will yield an ounce to the ton. Steps are about to be taken by the proprietors to prove the same, by some crushing or otherwise of this estimate. We further learn that the party (six in number) holds twelve hundred feet along the supposed course of the reef, and that protection for sixty days was sought for and granted; the number, it appears, are two feet high, the surface covers six feet long and the entire line marked off with pegs placed one hundred feet apart. The latter part of this information was supplied by our informant for the special benefit he said of that disreputable class of individuals called by him 'break o' day jumpers.' [163,594,311,714]
paragraph: The Rev. Mr. Bull will deliver a lecture on the evening of Thursday next, the 21st inst., at the Blue Spur Wesleyan Church, on 'John Knox, Patriot and Reformer,' chair to be taken at 8 o'clock. The proceeds will be devoted to the purchase of reward books for the Sunday school scholars. [4,705,152,743]
paragraph: The report of the District Court held this week before his Honour Judge Gray, will appear in our next issue. [323,109,471,124]
advert-paragraphs [803,763,951,823]
paragraph: John Dripper, William Keil, and Thomas were called, but, being outside the Court, declined to put in an appearance until their expenses were paid. [643,833,791,856]
paragraph: Mr. Keppel asked for leave to appeal. [809,665,902,673]
paragraph: The programme of the Beaumont New Year sports, contains a novel feature for up-country, viz., a regatta, to take place on Lake Lancaster. There will be three events, viz., pair oar, four oar boats, and a sculling match. The prizes to be competed for, consist of three silver cups, the aggregate value of which is L20. There will also be a pigeon shooting match, for a fat pig, presented by Mr. R. Lancaster. Any quantity of birds will be provided for those who choose to enter. Sweepstakes, after the match. With the attractions above mentioned, we anticipate that on New Years Day, the Beaumont, will be attended with a large number of pleasure seekers. [323,210,471,300]
gs-total-i1: 14 [275,905,283,913]
